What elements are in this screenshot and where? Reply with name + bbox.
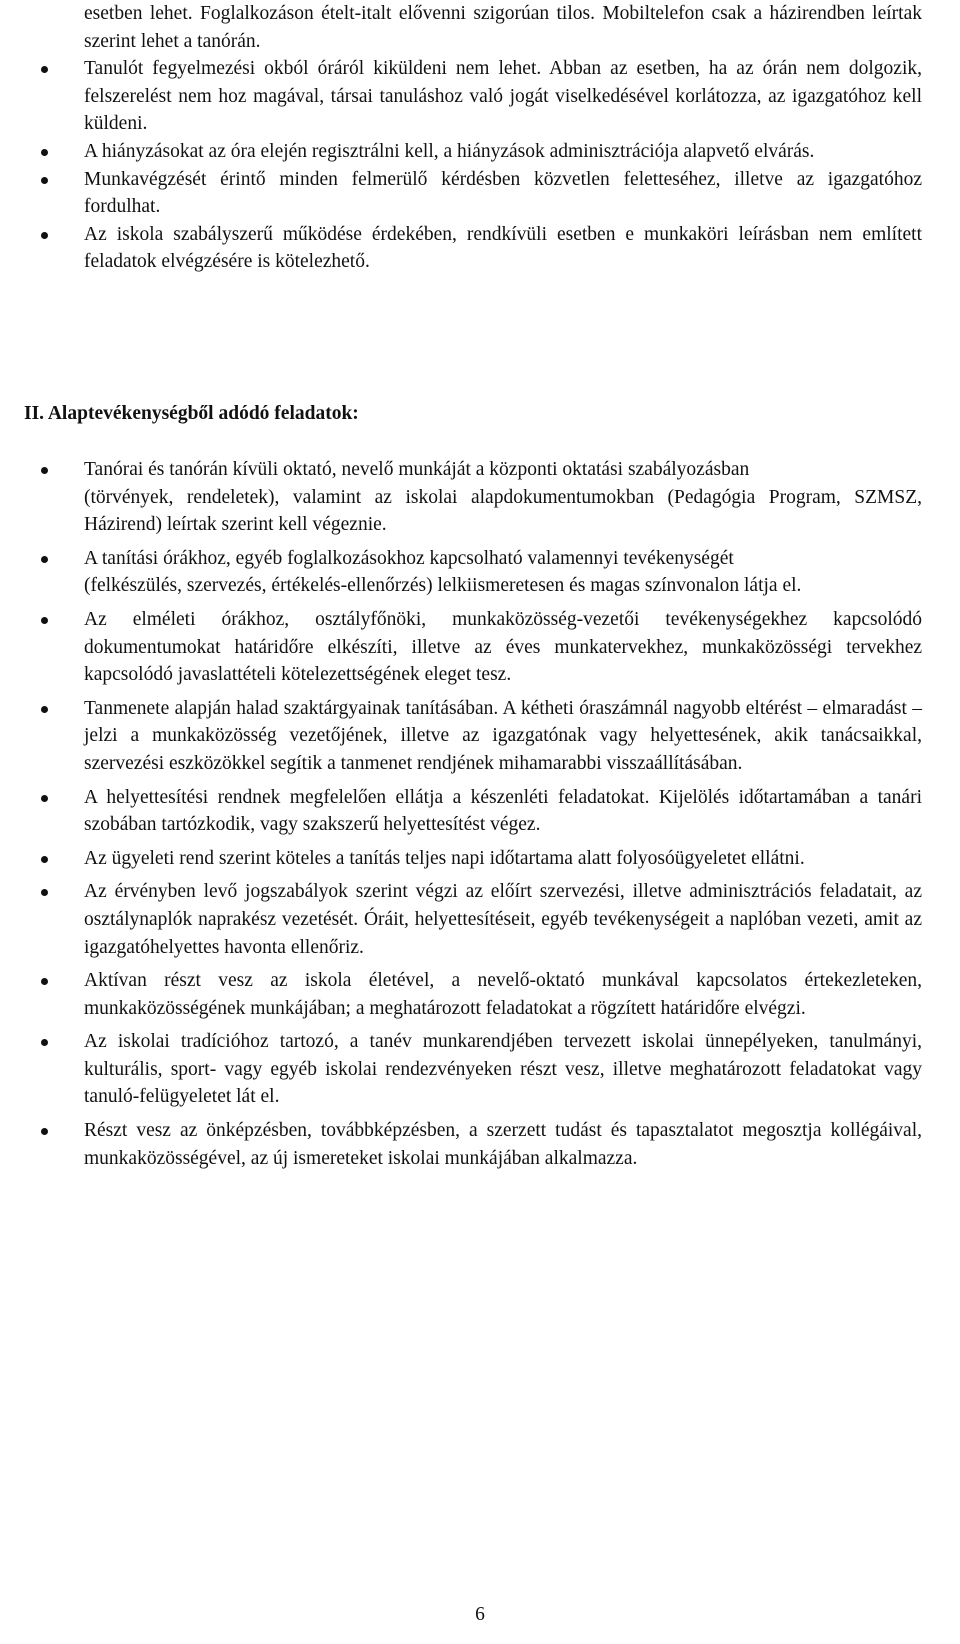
bullet-icon	[41, 232, 48, 239]
duty-item	[0, 545, 960, 600]
rule-item	[0, 138, 960, 166]
rule-text: A hiányzásokat az óra elején regisztrálni kell, a hiányzások adminisztrációja alapvető elvárás.	[84, 140, 815, 162]
bullet-icon	[41, 617, 48, 624]
duty-lead-text: Az ügyeleti rend szerint köteles a tanítás teljes napi időtartama alatt folyosóügyeletet ellátni.	[84, 847, 805, 869]
duty-rest-text: (felkészülés, szervezés, értékelés-ellenőrzés) lelkiismeretesen és magas színvonalon látja el.	[84, 575, 802, 597]
main-section	[0, 456, 960, 1178]
duty-lead-text: Tanmenete alapján halad szaktárgyainak tanításában. A kétheti óraszámnál nagyobb eltérést – elmaradást – jelzi a munkaközösség vezetőjének, illetve az igazgatónak vagy helyettesének, akik tanácsaikkal, szervezési eszközökkel segítik a tanmenet rendjének mihamarabbi visszaállításában.	[84, 697, 922, 774]
rule-text: Munkavégzését érintő minden felmerülő kérdésben közvetlen feletteséhez, illetve az igazgatóhoz fordulhat.	[84, 168, 922, 218]
duty-lead-text: Részt vesz az önképzésben, továbbképzésben, a szerzett tudást és tapasztalatot megosztja kollégáival, munkaközösségével, az új ismereteket iskolai munkájában alkalmazza.	[84, 1120, 922, 1169]
bullet-icon	[41, 66, 48, 73]
duty-item	[0, 784, 960, 839]
duty-item	[0, 845, 960, 873]
duty-lead-text: A tanítási órákhoz, egyéb foglalkozásokhoz kapcsolható valamennyi tevékenységét	[84, 547, 734, 569]
continuation-paragraph	[0, 0, 960, 55]
rule-text: Az iskola szabályszerű működése érdekében, rendkívüli esetben e munkaköri leírásban nem említett feladatok elvégzésére is kötelezhető.	[84, 223, 922, 273]
bullet-icon	[41, 467, 48, 474]
bullet-icon	[41, 1039, 48, 1046]
duty-item	[0, 1117, 960, 1172]
bullet-icon	[41, 556, 48, 563]
duty-lead-text: Az érvényben levő jogszabályok szerint végzi az előírt szervezési, illetve adminisztrációs feladatait, az osztálynaplók naprakész vezetését. Óráit, helyettesítéseit, egyéb tevékenységeit a naplóban vezeti, amit az igazgatóhelyettes havonta ellenőriz.	[84, 881, 922, 958]
page-number: 6	[475, 1604, 485, 1625]
rule-item	[0, 221, 960, 276]
section-heading: II. Alaptevékenységből adódó feladatok:	[24, 403, 359, 424]
top-section	[0, 0, 960, 276]
bullet-icon	[41, 856, 48, 863]
duty-lead-text: Tanórai és tanórán kívüli oktató, nevelő munkáját a központi oktatási szabályozásban	[84, 459, 750, 480]
duty-item	[0, 878, 960, 961]
duties-list	[0, 456, 960, 1172]
duty-item	[0, 606, 960, 689]
duty-lead-text: A helyettesítési rendnek megfelelően ellátja a készenléti feladatokat. Kijelölés időtartamában a tanári szobában tartózkodik, vagy szakszerű helyettesítést végez.	[84, 786, 922, 836]
bullet-icon	[41, 177, 48, 184]
duty-item	[0, 967, 960, 1022]
rule-item	[0, 55, 960, 138]
bullet-icon	[41, 978, 48, 985]
rule-item	[0, 166, 960, 221]
duty-lead-text: Az elméleti órákhoz, osztályfőnöki, munkaközösség-vezetői tevékenységekhez kapcsolódó dokumentumokat határidőre elkészíti, illetve az éves munkatervekhez, munkaközösségi tervekhez kapcsolódó javaslattételi kötelezettségének eleget tesz.	[84, 608, 922, 686]
duty-lead-text: Aktívan részt vesz az iskola életével, a nevelő-oktató munkával kapcsolatos értekezleteken, munkaközösségének munkájában; a meghatározott feladatokat a rögzített határidőre elvégzi.	[84, 970, 922, 1019]
duty-lead-text: Az iskolai tradícióhoz tartozó, a tanév munkarendjében tervezett iskolai ünnepélyeken, tanulmányi, kulturális, sport- vagy egyéb iskolai rendezvényeken részt vesz, illetve meghatározott feladatokat vagy tanuló-felügyeletet lát el.	[84, 1031, 922, 1108]
duty-item	[0, 1028, 960, 1111]
rule-text: Tanulót fegyelmezési okból óráról kiküldeni nem lehet. Abban az esetben, ha az órán nem dolgozik, felszerelést nem hoz magával, társai tanuláshoz való jogát viselkedésével korlátozza, az igazgatóhoz kell küldeni.	[84, 58, 922, 135]
bullet-icon	[41, 1128, 48, 1135]
bullet-icon	[41, 149, 48, 156]
duty-rest-text: (törvények, rendeletek), valamint az iskolai alapdokumentumokban (Pedagógia Program, SZMSZ, Házirend) leírtak szerint kell végeznie.	[84, 486, 922, 536]
bullet-icon	[41, 889, 48, 896]
rules-list	[0, 55, 960, 276]
duty-item	[0, 456, 960, 539]
duty-item	[0, 695, 960, 778]
continuation-text: esetben lehet. Foglalkozáson ételt-italt elővenni szigorúan tilos. Mobiltelefon csak a házirendben leírtak szerint lehet a tanórán.	[84, 3, 922, 52]
bullet-icon	[41, 706, 48, 713]
bullet-icon	[41, 795, 48, 802]
